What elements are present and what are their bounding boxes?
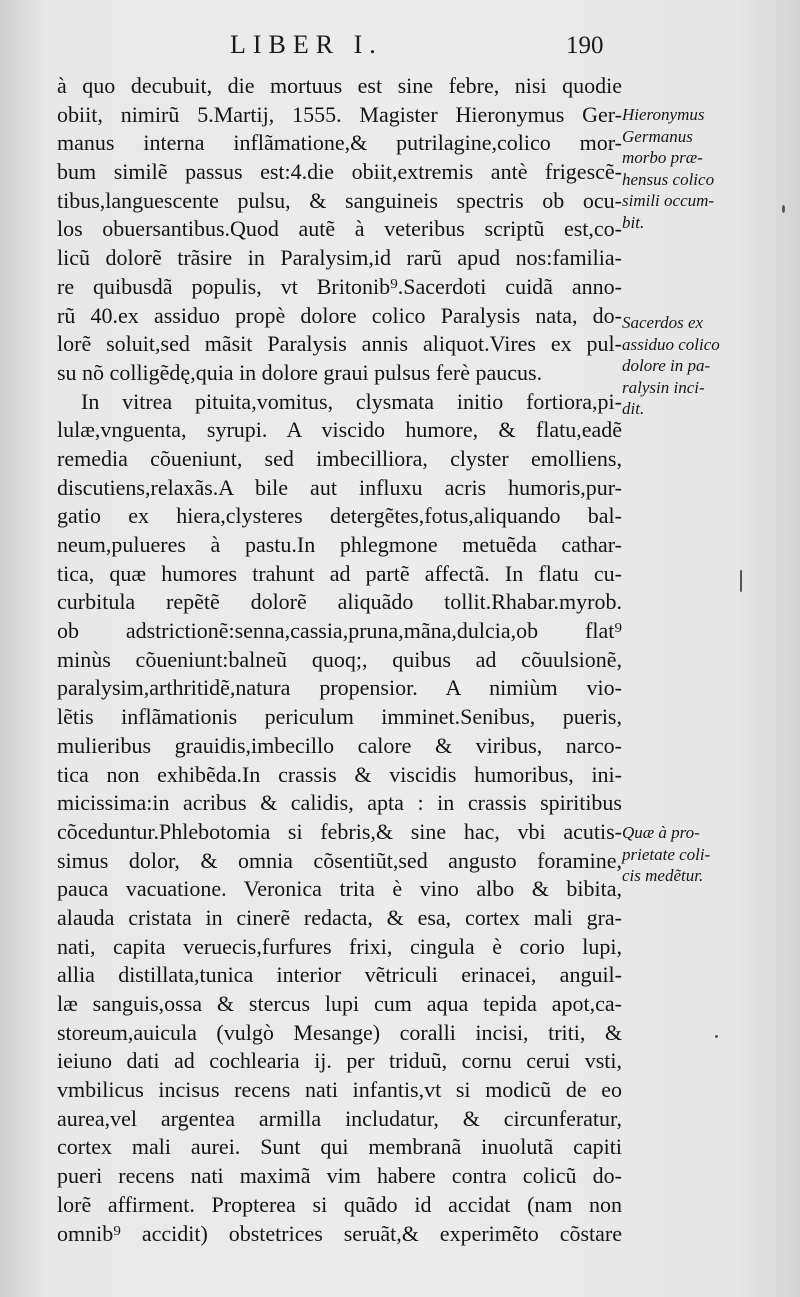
text-line: licũ dolorẽ trãsire in Paralysim,id rarũ apud nos:familia- bbox=[57, 245, 622, 271]
text-line: lẽtis inflãmationis periculum imminet.Senibus, pueris, bbox=[57, 704, 622, 730]
text-line: remedia cõueniunt, sed imbecilliora, clyster emolliens, bbox=[57, 445, 622, 471]
text-line: à quo decubuit, die mortuus est sine febre, nisi quodie bbox=[57, 73, 622, 98]
text-line: manus interna inflãmatione,& putrilagine,colico mor- bbox=[57, 130, 622, 156]
text-line: nati, capita veruecis,furfures frixi, cingula è corio lupi, bbox=[57, 933, 622, 959]
paper-speck bbox=[782, 205, 785, 213]
text-line: neum,pulueres à pastu.In phlegmone metuẽda cathar- bbox=[57, 532, 622, 557]
page-number: 190 bbox=[566, 32, 604, 59]
text-line: vmbilicus incisus recens nati infantis,vt si modicũ de eo bbox=[57, 1077, 622, 1103]
margin-note-line: hensus colico bbox=[622, 169, 715, 189]
paper-speck bbox=[715, 1035, 718, 1038]
text-line: læ sanguis,ossa & stercus lupi cum aqua tepida apot,ca- bbox=[57, 991, 622, 1016]
margin-note-line: dolore in pa- bbox=[622, 356, 711, 376]
margin-note-line: Quæ à pro- bbox=[622, 823, 700, 842]
text-line: alauda cristata in cinerẽ redacta, & esa, cortex mali gra- bbox=[57, 904, 622, 930]
text-line: cõceduntur.Phlebotomia si febris,& sine hac, vbi acutis- bbox=[57, 818, 622, 844]
text-line: ob adstrictionẽ:senna,cassia,pruna,mãna,dulcia,ob flat⁹ bbox=[57, 618, 622, 644]
margin-note-sacerdos bbox=[622, 312, 797, 420]
margin-note-line: simili occum- bbox=[622, 191, 715, 211]
margin-note-line: dit. bbox=[622, 399, 645, 419]
margin-note-proprietate bbox=[622, 822, 797, 887]
margin-note-line: cis medẽtur. bbox=[622, 866, 704, 886]
text-line: curbitula repẽtẽ dolorẽ aliquãdo tollit.Rhabar.myrob. bbox=[57, 589, 622, 615]
margin-note-line: Hieronymus bbox=[622, 105, 705, 124]
text-line: micissima:in acribus & calidis, apta : in crassis spiritibus bbox=[57, 790, 622, 816]
text-line: cortex mali aurei. Sunt qui membranã inuolutã capiti bbox=[57, 1134, 622, 1160]
margin-note-line: prietate coli- bbox=[622, 844, 711, 864]
paper-speck bbox=[740, 570, 742, 592]
text-line: discutiens,relaxãs.A bile aut influxu acris humoris,pur- bbox=[57, 474, 622, 500]
margin-note-hieronymus bbox=[622, 104, 797, 234]
running-title: LIBER I. bbox=[230, 30, 383, 59]
text-line: los obuersantibus.Quod autẽ à veteribus scriptũ est,co- bbox=[57, 216, 622, 242]
margin-note-line: morbo præ- bbox=[622, 148, 703, 168]
page-header bbox=[0, 30, 800, 70]
text-line: allia distillata,tunica interior vẽtriculi erinacei, anguil- bbox=[57, 962, 622, 988]
text-line: su nõ colligẽdę,quia in dolore graui pulsus ferè paucus. bbox=[57, 359, 543, 385]
text-line: tibus,languescente pulsu, & sanguineis spectris ob ocu- bbox=[57, 187, 622, 213]
text-line: rũ 40.ex assiduo propè dolore colico Paralysis nata, do- bbox=[57, 302, 622, 328]
text-line: pueri recens nati maximã vim habere contra colicũ do- bbox=[57, 1163, 622, 1189]
text-line: lorẽ soluit,sed mãsit Paralysis annis aliquot.Vires ex pul- bbox=[57, 331, 622, 357]
text-line: storeum,auicula (vulgò Mesange) coralli incisi, triti, & bbox=[57, 1019, 622, 1045]
text-line: lulæ,vnguenta, syrupi. A viscido humore, & flatu,eadẽ bbox=[57, 417, 622, 443]
margin-note-line: Germanus bbox=[622, 126, 693, 146]
text-line: mulieribus grauidis,imbecillo calore & viribus, narco- bbox=[57, 732, 622, 758]
text-line: re quibusdã populis, vt Britonib⁹.Sacerdoti cuidã anno- bbox=[57, 273, 622, 299]
text-line: lorẽ affirment. Propterea si quãdo id accidat (nam non bbox=[57, 1191, 622, 1217]
text-line: tica non exhibẽda.In crassis & viscidis humoribus, ini- bbox=[57, 761, 622, 787]
text-line: gatio ex hiera,clysteres detergẽtes,fotus,aliquando bal- bbox=[57, 503, 622, 529]
main-text-block bbox=[57, 72, 622, 1248]
margin-note-line: ralysin inci- bbox=[622, 377, 705, 397]
text-line: pauca vacuatione. Veronica trita è vino albo & bibita, bbox=[57, 876, 622, 902]
margin-note-line: Sacerdos ex bbox=[622, 313, 704, 332]
text-line: simus dolor, & omnia cõsentiũt,sed angusto foramine, bbox=[57, 847, 622, 873]
text-line: minùs cõueniunt:balneũ quoq;, quibus ad cõuulsionẽ, bbox=[57, 646, 622, 672]
text-line: ieiuno dati ad cochlearia ij. per triduũ, cornu cerui vsti, bbox=[57, 1048, 622, 1074]
margin-note-line: bit. bbox=[622, 212, 645, 232]
text-line: bum similẽ passus est:4.die obiit,extremis antè frigescẽ- bbox=[57, 159, 622, 185]
text-line: tica, quæ humores trahunt ad partẽ affectã. In flatu cu- bbox=[57, 560, 622, 586]
margin-note-line: assiduo colico bbox=[622, 334, 720, 354]
text-line: In vitrea pituita,vomitus, clysmata initio fortiora,pi- bbox=[81, 388, 622, 414]
text-line: omnib⁹ accidit) obstetrices seruãt,& experimẽto cõstare bbox=[57, 1220, 622, 1246]
text-line: obiit, nimirũ 5.Martij, 1555. Magister Hieronymus Ger- bbox=[57, 101, 622, 127]
text-line: aurea,vel argentea armilla includatur, & circunferatur, bbox=[57, 1105, 622, 1131]
text-line: paralysim,arthritidẽ,natura propensior. A nimiùm vio- bbox=[57, 675, 622, 701]
